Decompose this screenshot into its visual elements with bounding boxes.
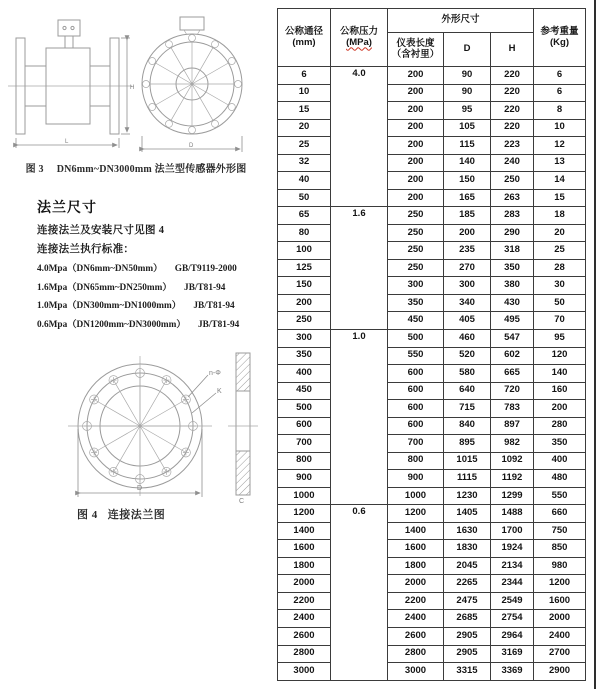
cell-instrument-length: 200	[388, 67, 444, 85]
table-row	[278, 259, 586, 277]
cell-instrument-length: 200	[388, 102, 444, 120]
cell-weight: 160	[534, 382, 586, 400]
cell-weight: 20	[534, 224, 586, 242]
cell-h: 602	[491, 347, 534, 365]
cell-d: 405	[444, 312, 491, 330]
header-h: H	[491, 33, 534, 67]
cell-nominal-diameter: 800	[278, 452, 331, 470]
header-nominal-diameter	[278, 9, 331, 67]
cell-d: 1230	[444, 487, 491, 505]
table-row	[278, 452, 586, 470]
fig4-bolt-count-label: n-Φ	[209, 370, 221, 377]
cell-nominal-diameter: 2400	[278, 610, 331, 628]
cell-weight: 280	[534, 417, 586, 435]
cell-pressure: 4.0	[331, 67, 388, 207]
standard-code: GB/T9119-2000	[174, 264, 237, 274]
cell-instrument-length: 1200	[388, 505, 444, 523]
table-row	[278, 628, 586, 646]
cell-weight: 2700	[534, 645, 586, 663]
cell-weight: 1600	[534, 592, 586, 610]
cell-h: 2549	[491, 592, 534, 610]
flange-note-line1: 连接法兰及安装尺寸见图 4	[37, 225, 165, 236]
cell-nominal-diameter: 1600	[278, 540, 331, 558]
cell-weight: 2000	[534, 610, 586, 628]
cell-h: 2754	[491, 610, 534, 628]
cell-instrument-length: 1000	[388, 487, 444, 505]
figure3-sensor-outline-drawing	[6, 16, 268, 160]
cell-h: 250	[491, 172, 534, 190]
cell-weight: 8	[534, 102, 586, 120]
cell-weight: 6	[534, 84, 586, 102]
cell-instrument-length: 500	[388, 329, 444, 347]
cell-pressure: 0.6	[331, 505, 388, 681]
cell-weight: 12	[534, 137, 586, 155]
header-title: 参考重量	[540, 25, 579, 37]
header-title: 公称通径	[284, 25, 323, 37]
table-row	[278, 137, 586, 155]
cell-weight: 120	[534, 347, 586, 365]
table-row	[278, 347, 586, 365]
cell-h: 283	[491, 207, 534, 225]
cell-h: 2134	[491, 557, 534, 575]
figure3-caption	[0, 160, 272, 175]
cell-pressure: 1.0	[331, 329, 388, 504]
table-row	[278, 522, 586, 540]
cell-instrument-length: 2600	[388, 628, 444, 646]
cell-weight: 25	[534, 242, 586, 260]
cell-h: 1299	[491, 487, 534, 505]
cell-h: 1924	[491, 540, 534, 558]
cell-d: 150	[444, 172, 491, 190]
cell-d: 340	[444, 294, 491, 312]
cell-nominal-diameter: 400	[278, 365, 331, 383]
table-row	[278, 505, 586, 523]
standard-item	[37, 297, 272, 316]
cell-nominal-diameter: 250	[278, 312, 331, 330]
cell-d: 2905	[444, 645, 491, 663]
cell-nominal-diameter: 10	[278, 84, 331, 102]
cell-instrument-length: 450	[388, 312, 444, 330]
cell-weight: 13	[534, 154, 586, 172]
cell-nominal-diameter: 15	[278, 102, 331, 120]
cell-instrument-length: 3000	[388, 663, 444, 681]
cell-instrument-length: 350	[388, 294, 444, 312]
table-row	[278, 575, 586, 593]
cell-nominal-diameter: 6	[278, 67, 331, 85]
cell-h: 430	[491, 294, 534, 312]
standard-range: 0.6Mpa（DN1200mm~DN3000mm）	[37, 319, 186, 330]
figure3-caption-label: 图 3	[25, 164, 44, 175]
cell-nominal-diameter: 50	[278, 189, 331, 207]
cell-weight: 14	[534, 172, 586, 190]
figure3-caption-text: DN6mm~DN3000mm 法兰型传感器外形图	[56, 164, 247, 175]
cell-h: 783	[491, 400, 534, 418]
cell-weight: 200	[534, 400, 586, 418]
cell-instrument-length: 600	[388, 382, 444, 400]
cell-instrument-length: 800	[388, 452, 444, 470]
cell-weight: 6	[534, 67, 586, 85]
standard-range: 1.6Mpa（DN65mm~DN250mm）	[37, 282, 172, 293]
table-row	[278, 84, 586, 102]
header-unit: (Kg)	[550, 36, 570, 48]
cell-d: 3315	[444, 663, 491, 681]
cell-nominal-diameter: 2000	[278, 575, 331, 593]
cell-instrument-length: 1800	[388, 557, 444, 575]
cell-weight: 1200	[534, 575, 586, 593]
table-row	[278, 189, 586, 207]
cell-weight: 18	[534, 207, 586, 225]
cell-h: 350	[491, 259, 534, 277]
cell-nominal-diameter: 20	[278, 119, 331, 137]
figure4-connecting-flange-drawing	[40, 333, 262, 505]
standard-range: 1.0Mpa（DN300mm~DN1000mm）	[37, 301, 182, 312]
cell-weight: 28	[534, 259, 586, 277]
table-row	[278, 277, 586, 295]
cell-weight: 660	[534, 505, 586, 523]
cell-weight: 70	[534, 312, 586, 330]
table-header-row-1	[278, 9, 586, 33]
cell-nominal-diameter: 2200	[278, 592, 331, 610]
cell-d: 115	[444, 137, 491, 155]
cell-nominal-diameter: 700	[278, 435, 331, 453]
cell-h: 1092	[491, 452, 534, 470]
cell-instrument-length: 200	[388, 137, 444, 155]
cell-weight: 980	[534, 557, 586, 575]
fig3-dim-h-label: H	[130, 85, 135, 91]
flange-note-line2: 连接法兰执行标准：	[37, 244, 135, 255]
cell-nominal-diameter: 1000	[278, 487, 331, 505]
cell-nominal-diameter: 2800	[278, 645, 331, 663]
cell-h: 495	[491, 312, 534, 330]
cell-d: 1115	[444, 470, 491, 488]
cell-instrument-length: 250	[388, 259, 444, 277]
cell-d: 200	[444, 224, 491, 242]
table-row	[278, 417, 586, 435]
cell-nominal-diameter: 350	[278, 347, 331, 365]
cell-nominal-diameter: 200	[278, 294, 331, 312]
flange-standards-list	[37, 260, 272, 334]
cell-d: 2045	[444, 557, 491, 575]
table-row	[278, 400, 586, 418]
cell-d: 140	[444, 154, 491, 172]
cell-d: 270	[444, 259, 491, 277]
cell-nominal-diameter: 500	[278, 400, 331, 418]
cell-d: 2475	[444, 592, 491, 610]
cell-d: 895	[444, 435, 491, 453]
cell-d: 520	[444, 347, 491, 365]
cell-instrument-length: 900	[388, 470, 444, 488]
header-d: D	[444, 33, 491, 67]
cell-weight: 2400	[534, 628, 586, 646]
cell-d: 2265	[444, 575, 491, 593]
cell-weight: 550	[534, 487, 586, 505]
standard-item	[37, 316, 272, 335]
cell-instrument-length: 600	[388, 400, 444, 418]
cell-h: 380	[491, 277, 534, 295]
cell-d: 1630	[444, 522, 491, 540]
cell-weight: 850	[534, 540, 586, 558]
cell-nominal-diameter: 40	[278, 172, 331, 190]
table-body	[278, 67, 586, 681]
cell-nominal-diameter: 150	[278, 277, 331, 295]
cell-d: 90	[444, 84, 491, 102]
cell-nominal-diameter: 25	[278, 137, 331, 155]
cell-nominal-diameter: 450	[278, 382, 331, 400]
header-outline-dimensions: 外形尺寸	[388, 9, 534, 33]
table-row	[278, 382, 586, 400]
table-row	[278, 470, 586, 488]
cell-h: 2964	[491, 628, 534, 646]
figure4-caption	[77, 506, 165, 522]
page-edge-line	[594, 0, 596, 689]
cell-instrument-length: 2000	[388, 575, 444, 593]
table-row	[278, 610, 586, 628]
header-title: 公称压力	[339, 25, 378, 37]
cell-instrument-length: 2400	[388, 610, 444, 628]
cell-weight: 750	[534, 522, 586, 540]
fig3-dim-d-label: D	[189, 143, 194, 149]
cell-weight: 350	[534, 435, 586, 453]
header-title: 仪表长度	[396, 37, 435, 49]
fig4-thickness-label: C	[239, 498, 245, 505]
table-row	[278, 67, 586, 85]
standard-code: JB/T81-94	[184, 282, 226, 293]
table-row	[278, 242, 586, 260]
cell-h: 220	[491, 84, 534, 102]
table-row	[278, 207, 586, 225]
cell-d: 2685	[444, 610, 491, 628]
header-unit: (MPa)	[346, 36, 372, 48]
table-row	[278, 224, 586, 242]
cell-h: 1488	[491, 505, 534, 523]
table-row	[278, 435, 586, 453]
cell-pressure: 1.6	[331, 207, 388, 330]
cell-instrument-length: 250	[388, 207, 444, 225]
cell-weight: 400	[534, 452, 586, 470]
cell-d: 1405	[444, 505, 491, 523]
table-row	[278, 487, 586, 505]
cell-nominal-diameter: 125	[278, 259, 331, 277]
cell-instrument-length: 2800	[388, 645, 444, 663]
cell-weight: 30	[534, 277, 586, 295]
cell-instrument-length: 700	[388, 435, 444, 453]
table-row	[278, 557, 586, 575]
cell-h: 720	[491, 382, 534, 400]
header-unit: （含衬里）	[391, 48, 440, 60]
cell-d: 185	[444, 207, 491, 225]
standard-code: JB/T81-94	[193, 301, 235, 312]
table-row	[278, 312, 586, 330]
cell-nominal-diameter: 100	[278, 242, 331, 260]
cell-nominal-diameter: 1200	[278, 505, 331, 523]
cell-instrument-length: 200	[388, 154, 444, 172]
cell-h: 223	[491, 137, 534, 155]
cell-weight: 95	[534, 329, 586, 347]
cell-d: 165	[444, 189, 491, 207]
table-row	[278, 154, 586, 172]
cell-instrument-length: 200	[388, 189, 444, 207]
cell-d: 640	[444, 382, 491, 400]
fig4-bolt-circle-label: K	[217, 388, 222, 395]
cell-d: 840	[444, 417, 491, 435]
cell-weight: 480	[534, 470, 586, 488]
cell-instrument-length: 300	[388, 277, 444, 295]
cell-h: 1192	[491, 470, 534, 488]
cell-d: 715	[444, 400, 491, 418]
cell-nominal-diameter: 2600	[278, 628, 331, 646]
table-row	[278, 172, 586, 190]
cell-h: 1700	[491, 522, 534, 540]
cell-weight: 140	[534, 365, 586, 383]
table-row	[278, 540, 586, 558]
cell-h: 2344	[491, 575, 534, 593]
table-row	[278, 592, 586, 610]
cell-h: 665	[491, 365, 534, 383]
cell-weight: 15	[534, 189, 586, 207]
cell-h: 220	[491, 67, 534, 85]
cell-h: 240	[491, 154, 534, 172]
cell-instrument-length: 600	[388, 417, 444, 435]
standard-item	[37, 279, 272, 298]
cell-nominal-diameter: 1800	[278, 557, 331, 575]
cell-h: 3169	[491, 645, 534, 663]
cell-nominal-diameter: 300	[278, 329, 331, 347]
cell-instrument-length: 200	[388, 172, 444, 190]
header-unit: (mm)	[292, 36, 316, 48]
cell-d: 2905	[444, 628, 491, 646]
table-row	[278, 365, 586, 383]
cell-instrument-length: 1400	[388, 522, 444, 540]
cell-instrument-length: 250	[388, 224, 444, 242]
cell-instrument-length: 200	[388, 119, 444, 137]
cell-d: 1015	[444, 452, 491, 470]
cell-instrument-length: 600	[388, 365, 444, 383]
cell-h: 3369	[491, 663, 534, 681]
cell-h: 982	[491, 435, 534, 453]
cell-nominal-diameter: 80	[278, 224, 331, 242]
flange-dimension-table	[277, 8, 586, 681]
table-row	[278, 329, 586, 347]
header-nominal-pressure	[331, 9, 388, 67]
cell-nominal-diameter: 900	[278, 470, 331, 488]
cell-h: 290	[491, 224, 534, 242]
cell-nominal-diameter: 65	[278, 207, 331, 225]
cell-d: 1830	[444, 540, 491, 558]
cell-d: 300	[444, 277, 491, 295]
cell-h: 263	[491, 189, 534, 207]
cell-h: 220	[491, 102, 534, 120]
cell-instrument-length: 1600	[388, 540, 444, 558]
standard-code: JB/T81-94	[198, 319, 240, 330]
cell-weight: 2900	[534, 663, 586, 681]
cell-h: 897	[491, 417, 534, 435]
header-instrument-length	[388, 33, 444, 67]
fig4-diameter-label: D	[137, 485, 143, 492]
cell-nominal-diameter: 1400	[278, 522, 331, 540]
cell-weight: 10	[534, 119, 586, 137]
cell-d: 90	[444, 67, 491, 85]
header-reference-weight	[534, 9, 586, 67]
table-row	[278, 119, 586, 137]
standard-item	[37, 260, 272, 279]
figure4-caption-text: 连接法兰图	[107, 509, 166, 521]
fig3-dim-l-label: L	[65, 139, 69, 145]
cell-h: 318	[491, 242, 534, 260]
cell-d: 460	[444, 329, 491, 347]
cell-instrument-length: 200	[388, 84, 444, 102]
standard-range: 4.0Mpa（DN6mm~DN50mm）	[37, 264, 163, 274]
cell-instrument-length: 550	[388, 347, 444, 365]
cell-d: 235	[444, 242, 491, 260]
cell-nominal-diameter: 600	[278, 417, 331, 435]
flange-dimensions-heading: 法兰尺寸	[37, 199, 97, 215]
cell-h: 547	[491, 329, 534, 347]
figure4-caption-label: 图 4	[77, 509, 98, 521]
table-row	[278, 102, 586, 120]
table-row	[278, 645, 586, 663]
cell-nominal-diameter: 32	[278, 154, 331, 172]
cell-nominal-diameter: 3000	[278, 663, 331, 681]
cell-weight: 50	[534, 294, 586, 312]
cell-instrument-length: 250	[388, 242, 444, 260]
cell-h: 220	[491, 119, 534, 137]
cell-d: 580	[444, 365, 491, 383]
cell-d: 105	[444, 119, 491, 137]
table-row	[278, 663, 586, 681]
table-row	[278, 294, 586, 312]
cell-d: 95	[444, 102, 491, 120]
cell-instrument-length: 2200	[388, 592, 444, 610]
